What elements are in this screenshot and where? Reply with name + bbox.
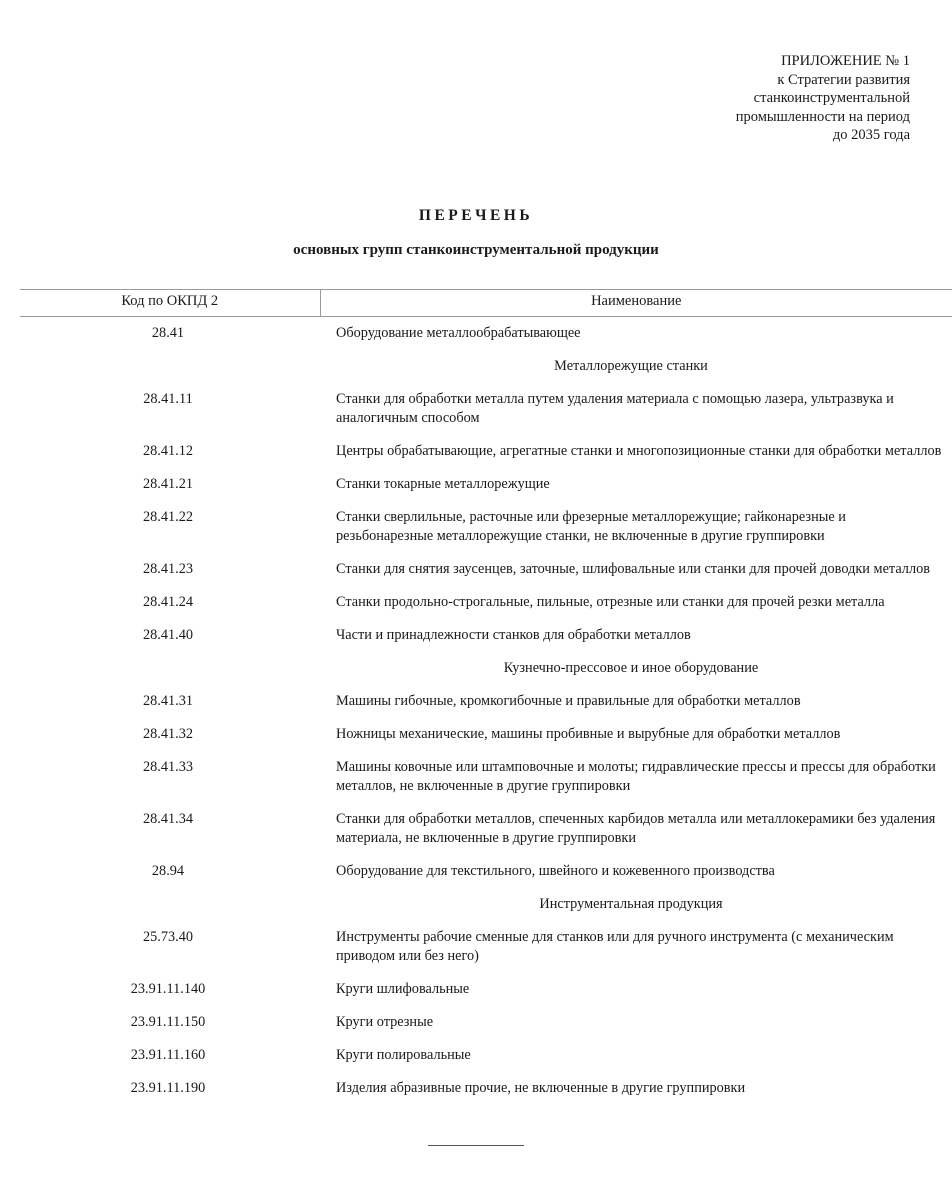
- cell-name: Оборудование для текстильного, швейного и кожевенного производства: [336, 862, 775, 879]
- table-row: [20, 553, 952, 586]
- table-row: [20, 855, 952, 888]
- appendix-header-line-4: промышленности на период: [735, 108, 910, 125]
- section-label: Металлорежущие станки: [554, 357, 708, 374]
- cell-code: 28.41: [151, 324, 185, 341]
- column-header-code: Код по ОКПД 2: [20, 289, 320, 316]
- table-row: [20, 921, 952, 973]
- cell-name: [320, 652, 952, 685]
- cell-name: Круги полировальные: [336, 1046, 471, 1063]
- table-row: [20, 586, 952, 619]
- cell-code: 28.41.32: [142, 725, 194, 742]
- table-row: [20, 383, 952, 435]
- cell-name: [320, 350, 952, 383]
- table-section-row: [20, 652, 952, 685]
- column-header-name: Наименование: [320, 289, 952, 316]
- table-row: [20, 435, 952, 468]
- cell-name: Станки сверлильные, расточные или фрезерные металлорежущие; гайконарезные и резьбонарезные металлорежущие станки, не включенные в другие группировки: [336, 508, 846, 544]
- cell-code: 28.41.12: [142, 442, 194, 459]
- appendix-header-line-3: станкоинструментальной: [753, 90, 910, 107]
- cell-name: Оборудование металлообрабатывающее: [336, 324, 581, 341]
- page-subtitle: основных групп станкоинструментальной продукции: [293, 241, 659, 258]
- table-header: [20, 289, 952, 316]
- table-header-row: [20, 289, 952, 316]
- cell-name: Круги отрезные: [336, 1013, 434, 1030]
- cell-code: 23.91.11.190: [130, 1079, 206, 1096]
- appendix-header-line-1: ПРИЛОЖЕНИЕ № 1: [781, 53, 910, 69]
- table-row: [20, 973, 952, 1006]
- cell-code: 23.91.11.150: [130, 1013, 206, 1030]
- cell-name: Части и принадлежности станков для обработки металлов: [336, 626, 691, 643]
- table-section-row: [20, 888, 952, 921]
- cell-name: Станки для обработки металла путем удаления материала с помощью лазера, ультразвука и аналогичным способом: [336, 390, 894, 426]
- cell-code: [20, 888, 320, 921]
- title-area: [20, 207, 932, 259]
- cell-code: 28.41.33: [142, 758, 194, 775]
- cell-name: [320, 888, 952, 921]
- cell-code: 28.41.22: [142, 508, 194, 525]
- cell-code: 28.41.24: [142, 593, 194, 610]
- cell-name: Центры обрабатывающие, агрегатные станки и многопозиционные станки для обработки металлов: [336, 442, 942, 459]
- cell-code: 23.91.11.140: [130, 980, 206, 997]
- table-row: [20, 619, 952, 652]
- cell-name: Изделия абразивные прочие, не включенные в другие группировки: [336, 1079, 746, 1096]
- cell-code: 28.41.11: [143, 390, 193, 407]
- table-section-row: [20, 350, 952, 383]
- cell-code: 25.73.40: [142, 928, 194, 945]
- product-groups-table: [20, 289, 952, 1105]
- cell-code: [20, 652, 320, 685]
- table-row: [20, 803, 952, 855]
- appendix-header: [20, 52, 910, 145]
- footer-divider: [428, 1145, 524, 1146]
- table-row: [20, 316, 952, 350]
- cell-code: 28.94: [151, 862, 185, 879]
- cell-name: Круги шлифовальные: [336, 980, 470, 997]
- table-row: [20, 1039, 952, 1072]
- cell-code: 28.41.23: [142, 560, 194, 577]
- cell-name: Станки для снятия заусенцев, заточные, шлифовальные или станки для прочей доводки металлов: [336, 560, 930, 577]
- table-row: [20, 468, 952, 501]
- appendix-header-line-5: до 2035 года: [832, 127, 910, 144]
- cell-name: Машины гибочные, кромкогибочные и правильные для обработки металлов: [336, 692, 801, 709]
- table-row: [20, 1072, 952, 1105]
- section-label: Инструментальная продукция: [539, 895, 723, 912]
- section-label: Кузнечно-прессовое и иное оборудование: [503, 659, 759, 676]
- cell-name: Станки для обработки металлов, спеченных карбидов металла или металлокерамики без удаления материала, не включенные в другие группировки: [336, 810, 936, 846]
- cell-code: 28.41.21: [142, 475, 194, 492]
- page-title: ПЕРЕЧЕНЬ: [418, 206, 534, 224]
- cell-code: 28.41.34: [142, 810, 194, 827]
- cell-code: 23.91.11.160: [130, 1046, 206, 1063]
- table-row: [20, 718, 952, 751]
- cell-name: Инструменты рабочие сменные для станков или для ручного инструмента (с механическим приводом или без него): [336, 928, 894, 964]
- cell-name: Машины ковочные или штамповочные и молоты; гидравлические прессы и прессы для обработки металлов, не включенные в другие группировки: [336, 758, 936, 794]
- cell-code: 28.41.31: [142, 692, 194, 709]
- cell-code: [20, 350, 320, 383]
- table-row: [20, 685, 952, 718]
- table-row: [20, 1006, 952, 1039]
- cell-name: Ножницы механические, машины пробивные и вырубные для обработки металлов: [336, 725, 841, 742]
- table-row: [20, 751, 952, 803]
- appendix-header-line-2: к Стратегии развития: [777, 71, 910, 88]
- table-row: [20, 501, 952, 553]
- table-body: [20, 316, 952, 1105]
- cell-name: Станки продольно-строгальные, пильные, отрезные или станки для прочей резки металла: [336, 593, 885, 610]
- cell-code: 28.41.40: [142, 626, 194, 643]
- cell-name: Станки токарные металлорежущие: [336, 475, 550, 492]
